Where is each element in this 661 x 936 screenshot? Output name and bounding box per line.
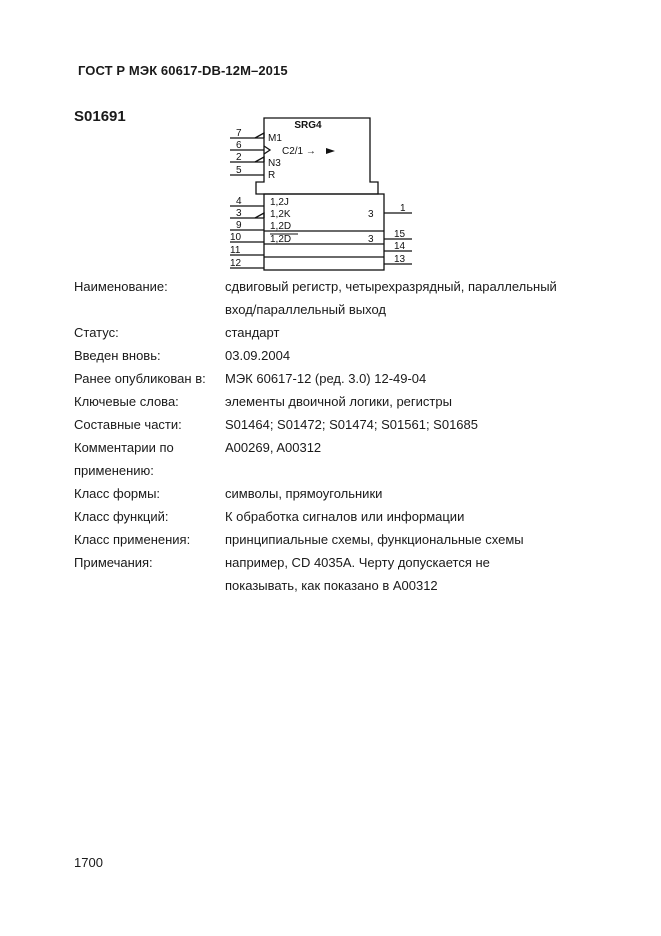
property-value — [225, 390, 594, 413]
property-value-line: МЭК 60617-12 (ред. 3.0) 12-49-04 — [225, 371, 427, 386]
property-value-line: например, CD 4035A. Черту допускается не — [225, 555, 490, 570]
property-label: Ключевые слова: — [74, 394, 179, 409]
document-header: ГОСТ Р МЭК 60617-DB-12M–2015 — [78, 63, 288, 78]
control-label: C2/1 → — [282, 146, 316, 157]
pin-number: 12 — [230, 258, 242, 269]
property-row — [74, 275, 594, 321]
page-number: 1700 — [74, 855, 103, 870]
pin-number: 6 — [236, 140, 242, 151]
pin-number: 10 — [230, 232, 242, 243]
symbol-code: S01691 — [74, 108, 126, 125]
cell-label: 1,2J — [270, 197, 289, 208]
property-label: Введен вновь: — [74, 348, 161, 363]
property-value — [225, 367, 594, 390]
property-value-line: элементы двоичной логики, регистры — [225, 394, 452, 409]
arrow-icon — [326, 148, 335, 154]
property-value — [225, 321, 594, 344]
property-value — [225, 528, 594, 551]
property-label: Наименование: — [74, 279, 168, 294]
symbol-name: SRG4 — [294, 120, 322, 131]
pin-number: 3 — [236, 208, 242, 219]
property-value — [225, 551, 594, 597]
property-value — [225, 505, 594, 528]
control-label: R — [268, 170, 276, 181]
pin-number: 9 — [236, 220, 242, 231]
pin-number: 4 — [236, 196, 242, 207]
negation-mark — [255, 213, 264, 218]
pin-number: 14 — [394, 241, 406, 252]
pin-number: 1 — [400, 203, 406, 214]
property-value-line: вход/параллельный выход — [225, 302, 386, 317]
property-value-line: 03.09.2004 — [225, 348, 291, 363]
pin-number: 5 — [236, 165, 242, 176]
cell-label: 1,2K — [270, 209, 291, 220]
property-value-line: стандарт — [225, 325, 280, 340]
property-row — [74, 551, 594, 597]
property-row — [74, 344, 594, 367]
property-label: Статус: — [74, 325, 119, 340]
symbol-figure — [226, 114, 416, 274]
cell-label: 1,2D — [270, 234, 292, 245]
output-mark: 3 — [368, 234, 374, 245]
pin-number: 15 — [394, 229, 406, 240]
property-row — [74, 367, 594, 390]
property-value-line: сдвиговый регистр, четырехразрядный, параллельный — [225, 279, 557, 294]
property-row — [74, 321, 594, 344]
property-row — [74, 505, 594, 528]
property-value-line: символы, прямоугольники — [225, 486, 383, 501]
properties-list — [74, 275, 594, 597]
pin-number: 11 — [230, 245, 241, 256]
property-row — [74, 390, 594, 413]
property-value — [225, 413, 594, 436]
control-label: M1 — [268, 133, 282, 144]
property-label: Примечания: — [74, 555, 153, 570]
property-value — [225, 275, 594, 321]
property-value — [225, 344, 594, 367]
property-row — [74, 436, 594, 482]
negation-mark — [255, 133, 264, 138]
property-value-line: S01464; S01472; S01474; S01561; S01685 — [225, 417, 478, 432]
property-label: Комментарии по применению: — [74, 440, 174, 478]
property-label: Ранее опубликован в: — [74, 371, 206, 386]
property-value-line: принципиальные схемы, функциональные схемы — [225, 532, 524, 547]
shift-register-symbol — [226, 114, 416, 274]
property-value-line: показывать, как показано в A00312 — [225, 578, 438, 593]
pin-number: 13 — [394, 254, 406, 265]
output-mark: 3 — [368, 209, 374, 220]
dynamic-input-mark — [264, 146, 270, 154]
property-value-line: A00269, A00312 — [225, 440, 322, 455]
pin-number: 2 — [236, 152, 242, 163]
negation-mark — [255, 157, 264, 162]
property-value — [225, 482, 594, 505]
pin-number: 7 — [236, 128, 242, 139]
control-label: N3 — [268, 158, 281, 169]
property-row — [74, 482, 594, 505]
property-label: Класс применения: — [74, 532, 191, 547]
property-label: Класс функций: — [74, 509, 169, 524]
property-label: Класс формы: — [74, 486, 161, 501]
property-value — [225, 436, 594, 482]
property-value-line: К обработка сигналов или информации — [225, 509, 465, 524]
property-label: Составные части: — [74, 417, 182, 432]
cell-label: 1,2D — [270, 221, 292, 232]
property-row — [74, 413, 594, 436]
property-row — [74, 528, 594, 551]
